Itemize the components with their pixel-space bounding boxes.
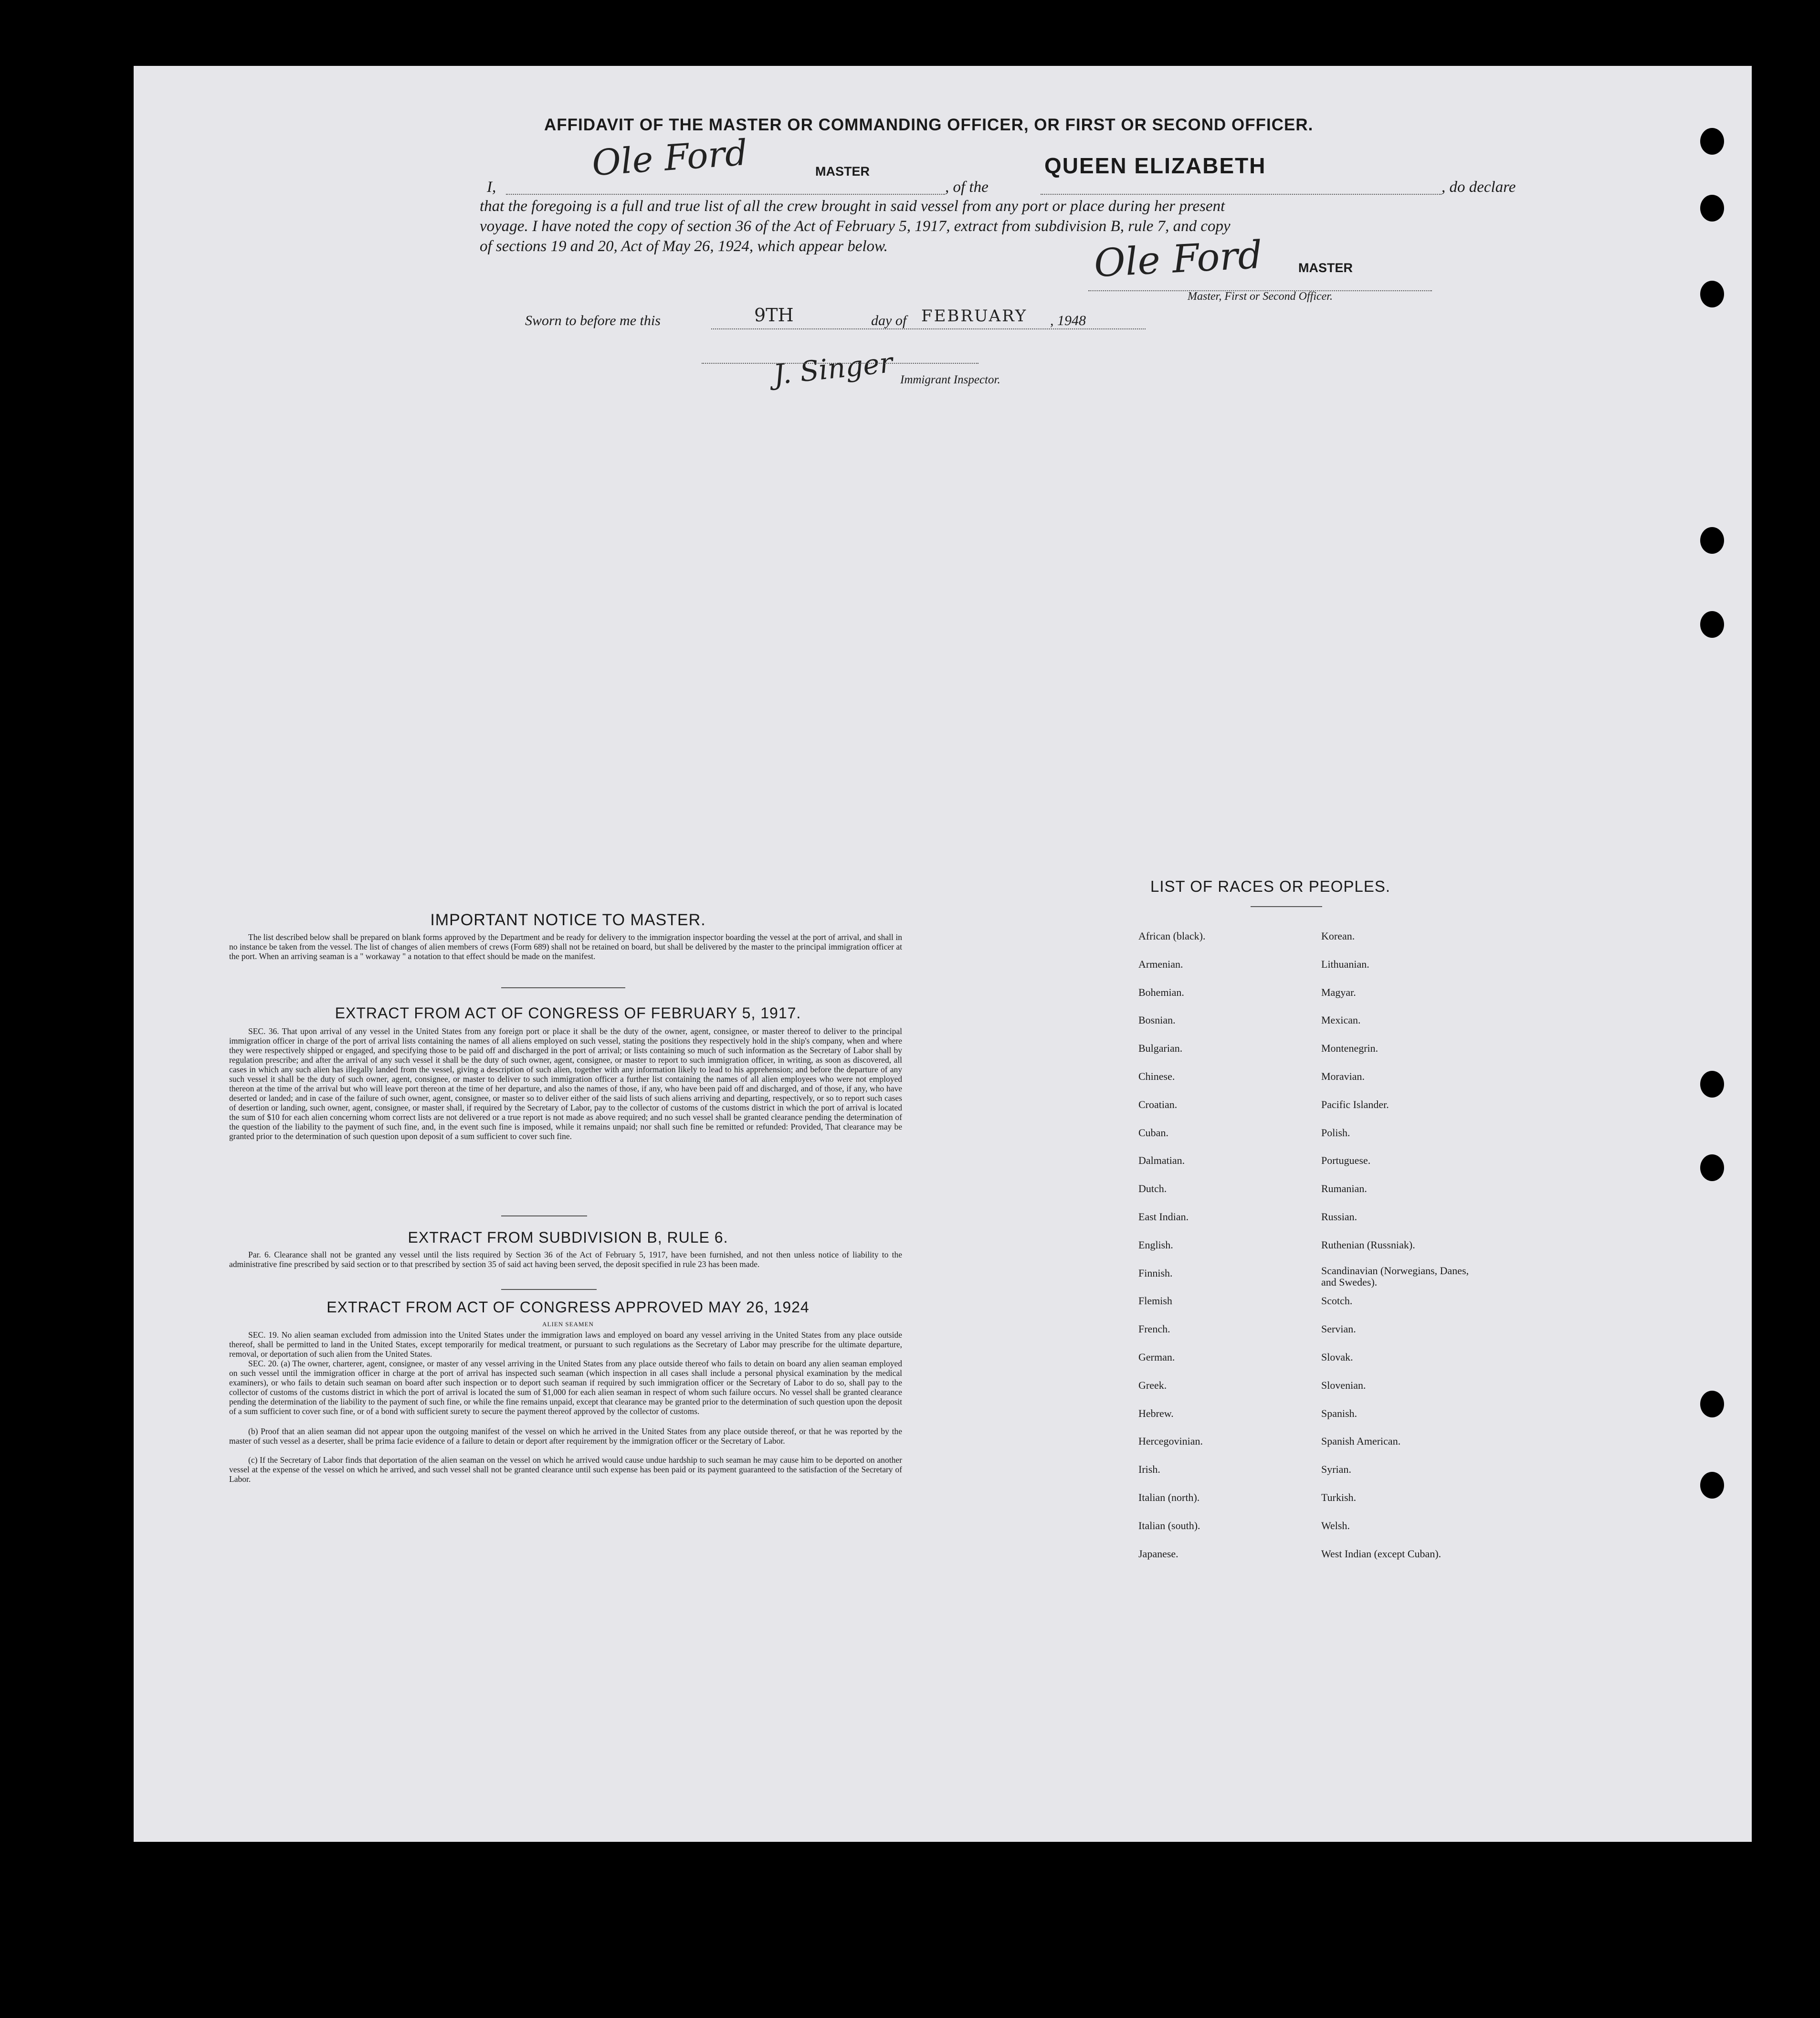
race-entry-left: East Indian. xyxy=(1138,1211,1189,1223)
master-signature-2: Ole Ford xyxy=(1093,232,1263,286)
race-entry-right: Ruthenian (Russniak). xyxy=(1321,1238,1415,1251)
punch-hole xyxy=(1700,128,1724,155)
affidavit-line-3: voyage. I have noted the copy of section 36 of the Act of February 5, 1917, extract from subdivision B, rule 7, and copy xyxy=(480,218,1231,235)
punch-hole xyxy=(1700,281,1724,307)
race-entry-right: Pacific Islander. xyxy=(1321,1098,1389,1110)
race-entry-right: Magyar. xyxy=(1321,986,1356,998)
race-entry-left: Dutch. xyxy=(1138,1183,1167,1195)
extract-1924-sec20a: SEC. 20. (a) The owner, charterer, agent, consignee, or master of any vessel arriving in the United States from any place outside thereof who fails to detain on board any alien seaman employed on such vessel until the immigration officer in charge at the port of arrival has inspected such seaman (which inspection in all cases shall include a personal physical examination by the medical examiners), or who fails to detain such seaman on board after such inspection or to deport such seaman if required by such immigration officer or the Secretary of Labor to do so, shall pay to the collector of customs of the customs district in which the port of arrival is located the sum of $1,000 for each alien seaman in respect of whom such failure occurs. No vessel shall be granted clearance pending the determination of the liability to the payment of such fine, or while the fine remains unpaid, except that clearance may be granted prior to the determination of such question upon the deposit of a sum sufficient to cover such fine, or of a bond with sufficient surety to secure the payment thereof approved by the collector of customs. xyxy=(229,1359,902,1416)
sworn-month: FEBRUARY xyxy=(921,306,1028,326)
affidavit-line-2: that the foregoing is a full and true list of all the crew brought in said vessel from any port or place during her present xyxy=(480,198,1225,215)
punch-hole xyxy=(1700,1391,1724,1417)
master-signature: Ole Ford xyxy=(590,132,749,184)
rank-typed: MASTER xyxy=(815,164,870,179)
race-entry-right: Turkish. xyxy=(1321,1491,1357,1503)
race-entry-left: Bohemian. xyxy=(1138,986,1184,998)
punch-hole xyxy=(1700,527,1724,554)
affidavit-line-4: of sections 19 and 20, Act of May 26, 1924, which appear below. xyxy=(480,238,888,255)
race-entry-left: Finnish. xyxy=(1138,1267,1173,1279)
race-entry-right: Slovak. xyxy=(1321,1351,1353,1363)
race-entry-left: French. xyxy=(1138,1323,1170,1335)
extract-1924-sec20b: (b) Proof that an alien seaman did not appear upon the outgoing manifest of the vessel on which he arrived in the United States from any place outside thereof, or that he was reported by the master of such vessel as a deserter, shall be prima facie evidence of a failure to detain or deport after requirement by the immigration officer or the Secretary of Labor. xyxy=(229,1426,902,1446)
race-entry-right: Spanish. xyxy=(1321,1407,1357,1419)
race-entry-left: Bosnian. xyxy=(1138,1014,1176,1026)
race-entry-right: Montenegrin. xyxy=(1321,1042,1378,1055)
race-entry-left: Cuban. xyxy=(1138,1126,1168,1139)
sworn-label: Sworn to before me this xyxy=(525,313,661,328)
race-entry-left: Italian (north). xyxy=(1138,1491,1200,1503)
race-entry-left: Dalmatian. xyxy=(1138,1154,1185,1167)
race-entry-right: Servian. xyxy=(1321,1323,1356,1335)
race-entry-left: Bulgarian. xyxy=(1138,1042,1183,1055)
punch-hole xyxy=(1700,1472,1724,1499)
sworn-year: , 1948 xyxy=(1050,313,1086,328)
subdivision-b-title: EXTRACT FROM SUBDIVISION B, RULE 6. xyxy=(408,1229,728,1246)
race-entry-right: Polish. xyxy=(1321,1126,1350,1139)
race-entry-left: Italian (south). xyxy=(1138,1519,1200,1532)
race-entry-left: Croatian. xyxy=(1138,1098,1178,1110)
officer-caption: Master, First or Second Officer. xyxy=(1188,290,1333,303)
race-entry-right: Welsh. xyxy=(1321,1519,1350,1532)
race-entry-right: Scotch. xyxy=(1321,1295,1353,1307)
punch-hole xyxy=(1700,195,1724,222)
vessel-name: QUEEN ELIZABETH xyxy=(1044,153,1266,178)
race-entry-right: Slovenian. xyxy=(1321,1379,1366,1391)
race-entry-left: English. xyxy=(1138,1238,1173,1251)
subdivision-b-body: Par. 6. Clearance shall not be granted any vessel until the lists required by Section 36 of the Act of February 5, 1917, have been furnished, and not then unless notice of liability to the administrative fine prescribed by said section or to that prescribed by section 35 of said act having been served, the deposit specified in rule 23 has been made. xyxy=(229,1250,902,1269)
race-entry-right: Portuguese. xyxy=(1321,1154,1371,1167)
race-entry-right: Moravian. xyxy=(1321,1070,1365,1082)
race-entry-left: Hebrew. xyxy=(1138,1407,1174,1419)
rank-typed-2: MASTER xyxy=(1298,261,1353,275)
race-entry-left: Armenian. xyxy=(1138,958,1183,970)
notice-title: IMPORTANT NOTICE TO MASTER. xyxy=(430,911,706,929)
race-entry-left: Greek. xyxy=(1138,1379,1167,1391)
punch-hole xyxy=(1700,611,1724,638)
affidavit-do-declare: , do declare xyxy=(1441,179,1516,196)
day-of-label: day of xyxy=(871,313,907,328)
sworn-day: 9TH xyxy=(754,305,794,326)
race-entry-left: Irish. xyxy=(1138,1463,1160,1476)
race-entry-right: Syrian. xyxy=(1321,1463,1351,1476)
manifest-page xyxy=(134,66,1752,1842)
punch-hole xyxy=(1700,1071,1724,1098)
affidavit-i-label: I, xyxy=(487,179,496,196)
alien-seamen-subtitle: ALIEN SEAMEN xyxy=(542,1321,594,1328)
race-entry-left: German. xyxy=(1138,1351,1175,1363)
race-entry-right: Spanish American. xyxy=(1321,1435,1401,1447)
race-entry-left: Japanese. xyxy=(1138,1547,1178,1560)
extract-1924-sec19: SEC. 19. No alien seaman excluded from admission into the United States under the immigration laws and employed on board any vessel arriving in the United States from any place outside thereof, shall be permitted to land in the United States, except temporarily for medical treatment, or pursuant to such regulations as the Secretary of Labor may prescribe for the ultimate departure, removal, or deportation of such alien from the United States. xyxy=(229,1330,902,1359)
extract-1917-title: EXTRACT FROM ACT OF CONGRESS OF FEBRUARY 5, 1917. xyxy=(335,1004,801,1022)
race-entry-left: Flemish xyxy=(1138,1295,1172,1307)
race-entry-right: Lithuanian. xyxy=(1321,958,1369,970)
extract-1924-sec20c: (c) If the Secretary of Labor finds that deportation of the alien seaman on the vessel on which he arrived would cause undue hardship to such seaman he may cause him to be deported on another vessel at the expense of the vessel on which he arrived, and such vessel shall not be granted clearance until such expense has been paid or its payment guaranteed to the satisfaction of the Secretary of Labor. xyxy=(229,1455,902,1484)
affidavit-of-the: , of the xyxy=(945,179,989,196)
race-entry-right: Scandinavian (Norwegians, Danes, and Swedes). xyxy=(1321,1264,1469,1288)
race-entry-right: Mexican. xyxy=(1321,1014,1361,1026)
affidavit-title: AFFIDAVIT OF THE MASTER OR COMMANDING OFFICER, OR FIRST OR SECOND OFFICER. xyxy=(544,116,1314,134)
races-title: LIST OF RACES OR PEOPLES. xyxy=(1150,877,1391,895)
race-entry-right: Russian. xyxy=(1321,1211,1357,1223)
punch-hole xyxy=(1700,1154,1724,1181)
race-entry-left: African (black). xyxy=(1138,930,1206,942)
race-entry-left: Chinese. xyxy=(1138,1070,1175,1082)
inspector-signature: J. Singer xyxy=(772,346,894,391)
notice-body: The list described below shall be prepared on blank forms approved by the Department and be ready for delivery to the immigration inspector boarding the vessel at the port of arrival, and shall in no instance be taken from the vessel. The list of changes of alien members of crews (Form 689) shall not be retained on board, but shall be delivered by the master to the principal immigration officer at the port. When an arriving seaman is a " workaway " a notation to that effect should be made on the manifest. xyxy=(229,932,902,961)
race-entry-right: Rumanian. xyxy=(1321,1183,1367,1195)
race-entry-right: Korean. xyxy=(1321,930,1355,942)
extract-1924-title: EXTRACT FROM ACT OF CONGRESS APPROVED MAY 26, 1924 xyxy=(326,1299,810,1316)
race-entry-left: Hercegovinian. xyxy=(1138,1435,1203,1447)
race-entry-right: West Indian (except Cuban). xyxy=(1321,1547,1441,1560)
inspector-caption: Immigrant Inspector. xyxy=(900,373,1000,386)
extract-1917-body: SEC. 36. That upon arrival of any vessel in the United States from any foreign port or place it shall be the duty of the owner, agent, consignee, or master thereof to deliver to the principal immigration officer in charge of the port of arrival lists containing the names of all aliens employed on such vessel, stating the positions they respectively hold in the ship's company, when and where they were respectively shipped or engaged, and specifying those to be paid off and discharged in the port of arrival; or lists containing so much of such information as the Secretary of Labor shall by regulation prescribe; and after the arrival of any such vessel it shall be the duty of such owner, agent, consignee, or master to report to such immigration officer, in writing, as soon as discovered, all cases in which any such alien has illegally landed from the vessel, giving a description of such alien, together with any information likely to lead to his apprehension; and before the departure of any such vessel it shall be the duty of such owner, agent, consignee, or master to deliver to such immigration officer a further list containing the names of all alien employees who were not employed thereon at the time of the arrival but who will leave port thereon at the time of her departure, and also the names of those, if any, who have been paid off and discharged, and of those, if any, who have deserted or landed; and in case of the failure of such owner, agent, consignee, or master so to deliver either of the said lists of such aliens arriving and departing, respectively, or so to report such cases of desertion or landing, such owner, agent, consignee, or master shall, if required by the Secretary of Labor, pay to the collector of customs of the customs district in which the port of arrival is located the sum of $10 for each alien concerning whom correct lists are not delivered or a true report is not made as above required; and no such vessel shall be granted clearance pending the determination of the question of the liability to the payment of such fine, and, in the event such fine is imposed, while it remains unpaid; nor shall such fine be remitted or refunded: Provided, That clearance may be granted prior to the determination of such question upon deposit of a sum sufficient to cover such fine. xyxy=(229,1026,902,1141)
